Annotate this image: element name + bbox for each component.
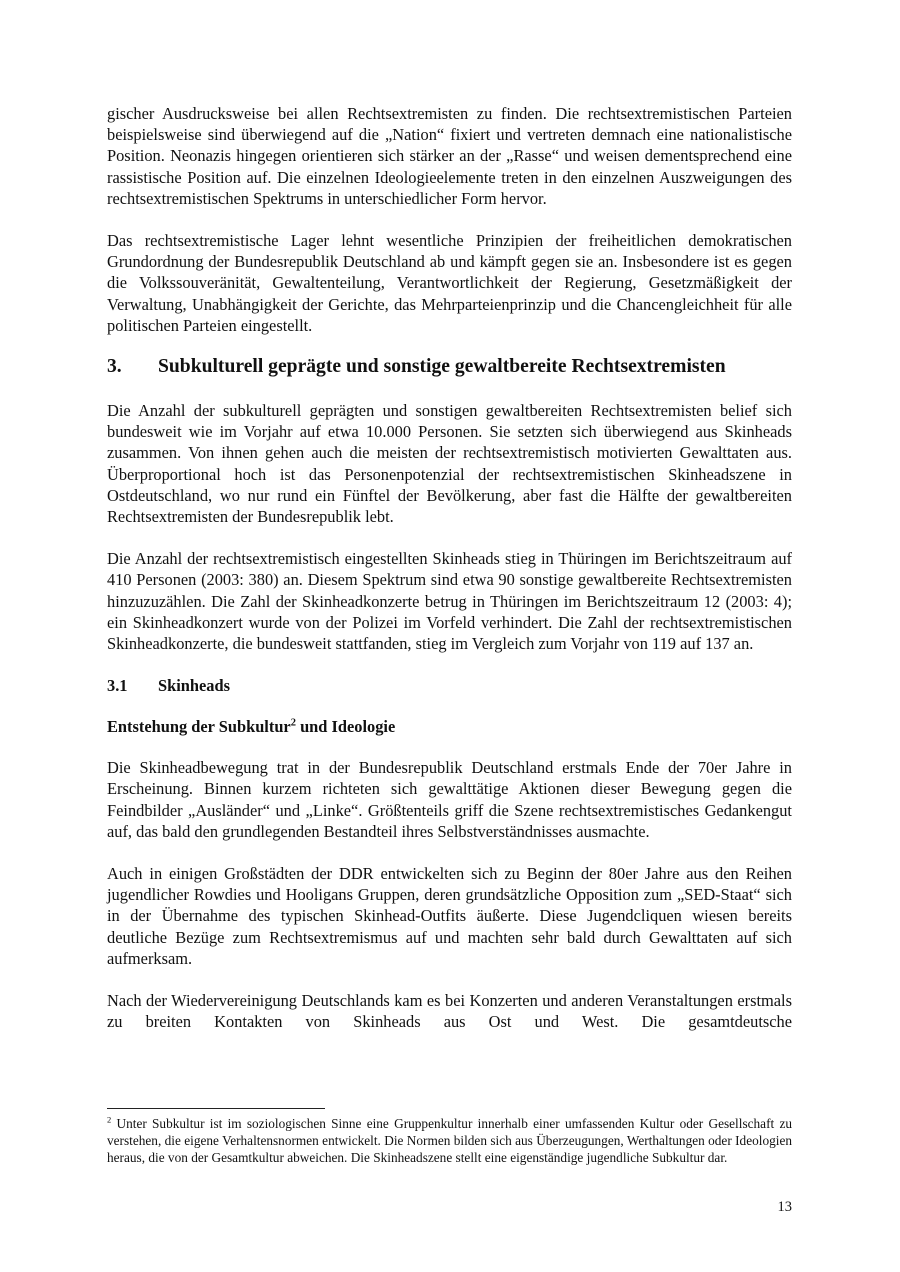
section-3-1-number: 3.1: [107, 676, 128, 696]
footnote-text: Unter Subkultur ist im soziologischen Sinne eine Gruppenkultur innerhalb einer umfassenden Kultur oder Gesellschaft zu verstehen, die eigene Verhaltensnormen entwickelt. Die Normen bilden sich aus Überzeugungen, Werthaltungen oder Ideologien heraus, die von der Gesamtkultur abweichen. Die Skinheadszene stellt eine eigenständige jugendliche Subkultur dar.: [107, 1116, 792, 1165]
paragraph-ideology-forms: gischer Ausdrucksweise bei allen Rechtsextremisten zu finden. Die rechtsextremistischen Parteien beispielsweise sind überwiegend auf die „Nation“ fixiert und vertreten demnach eine nationalistische Position. Neonazis hingegen orientieren sich stärker an der „Rasse“ und weisen dementsprechend eine rassistische Position auf. Die einzelnen Ideologieelemente treten in den einzelnen Auszweigungen des rechtsextremistischen Spektrums in unterschiedlicher Form hervor.: [107, 104, 792, 208]
subheading-text: Entstehung der Subkultur: [107, 717, 291, 737]
paragraph-violent-extremists-count: Die Anzahl der subkulturell geprägten und sonstigen gewaltbereiten Rechtsextremisten belief sich bundesweit wie im Vorjahr auf etwa 10.000 Personen. Sie setzten sich überwiegend aus Skinheads zusammen. Von ihnen gehen auch die meisten der rechtsextremistisch motivierten Gewalttaten aus. Überproportional hoch ist das Personenpotenzial der rechtsextremistischen Skinheadszene in Ostdeutschland, wo nur rund ein Fünftel der Bevölkerung, aber fast die Hälfte der gewaltbereiten Rechtsextremisten der Bundesrepublik lebt.: [107, 401, 792, 527]
section-3-number: 3.: [107, 356, 122, 378]
section-3-1-heading: [107, 675, 792, 696]
footnote-marker: 2: [107, 1114, 112, 1125]
paragraph-democratic-order: Das rechtsextremistische Lager lehnt wesentliche Prinzipien der freiheitlichen demokratischen Grundordnung der Bundesrepublik Deutschland ab und kämpft gegen sie an. Insbesondere ist es gegen die Volkssouveränität, Gewaltenteilung, Verantwortlichkeit der Regierung, Gesetzmäßigkeit der Verwaltung, Unabhängigkeit der Gerichte, das Mehrparteienprinzip und die Chancengleichheit für alle politischen Parteien eingestellt.: [107, 231, 792, 335]
subheading-origin-ideology: [107, 716, 792, 737]
paragraph-skinhead-movement: Die Skinheadbewegung trat in der Bundesrepublik Deutschland erstmals Ende der 70er Jahre in Erscheinung. Binnen kurzem richteten sich gewalttätige Aktionen dieser Bewegung gegen die Feindbilder „Ausländer“ und „Linke“. Größtenteils griff die Szene rechtsextremistisches Gedankengut auf, das bald den grundlegenden Bestandteil ihres Selbstverständnisses ausmachte.: [107, 758, 792, 841]
page-number: 13: [777, 1199, 792, 1215]
paragraph-thuringia-skinheads: Die Anzahl der rechtsextremistisch eingestellten Skinheads stieg in Thüringen im Berichtszeitraum auf 410 Personen (2003: 380) an. Diesem Spektrum sind etwa 90 sonstige gewaltbereite Rechtsextremisten hinzuzuzählen. Die Zahl der Skinheadkonzerte betrug in Thüringen im Berichtszeitraum 12 (2003: 4); ein Skinheadkonzert wurde von der Polizei im Vorfeld verhindert. Die Zahl der rechtsextremistischen Skinheadkonzerte, die bundesweit stattfanden, stieg im Vergleich zum Vorjahr von 119 auf 137 an.: [107, 549, 792, 654]
footnote-divider: [107, 1108, 325, 1109]
section-3-title: Subkulturell geprägte und sonstige gewaltbereite Rechtsextremisten: [158, 356, 726, 378]
section-3-1-title: Skinheads: [158, 676, 230, 696]
paragraph-reunification: Nach der Wiedervereinigung Deutschlands kam es bei Konzerten und anderen Veranstaltungen erstmals zu breiten Kontakten von Skinheads aus Ost und West. Die gesamtdeutsche: [107, 991, 792, 1032]
footnote-2: [107, 1115, 792, 1166]
footnote-reference[interactable]: 2: [290, 717, 296, 729]
paragraph-gdr-skinheads: Auch in einigen Großstädten der DDR entwickelten sich zu Beginn der 80er Jahre aus den Reihen jugendlicher Rowdies und Hooligans Gruppen, deren grundsätzliche Opposition zum „SED-Staat“ sich in der Übernahme des typischen Skinhead-Outfits äußerte. Diese Jugendcliquen wiesen bereits deutliche Bezüge zum Rechtsextremismus auf und machten sehr bald durch Gewalttaten auf sich aufmerksam.: [107, 864, 792, 968]
page-body: [107, 103, 792, 1033]
subheading-text-after: und Ideologie: [295, 717, 396, 737]
section-3-heading: [107, 355, 792, 379]
